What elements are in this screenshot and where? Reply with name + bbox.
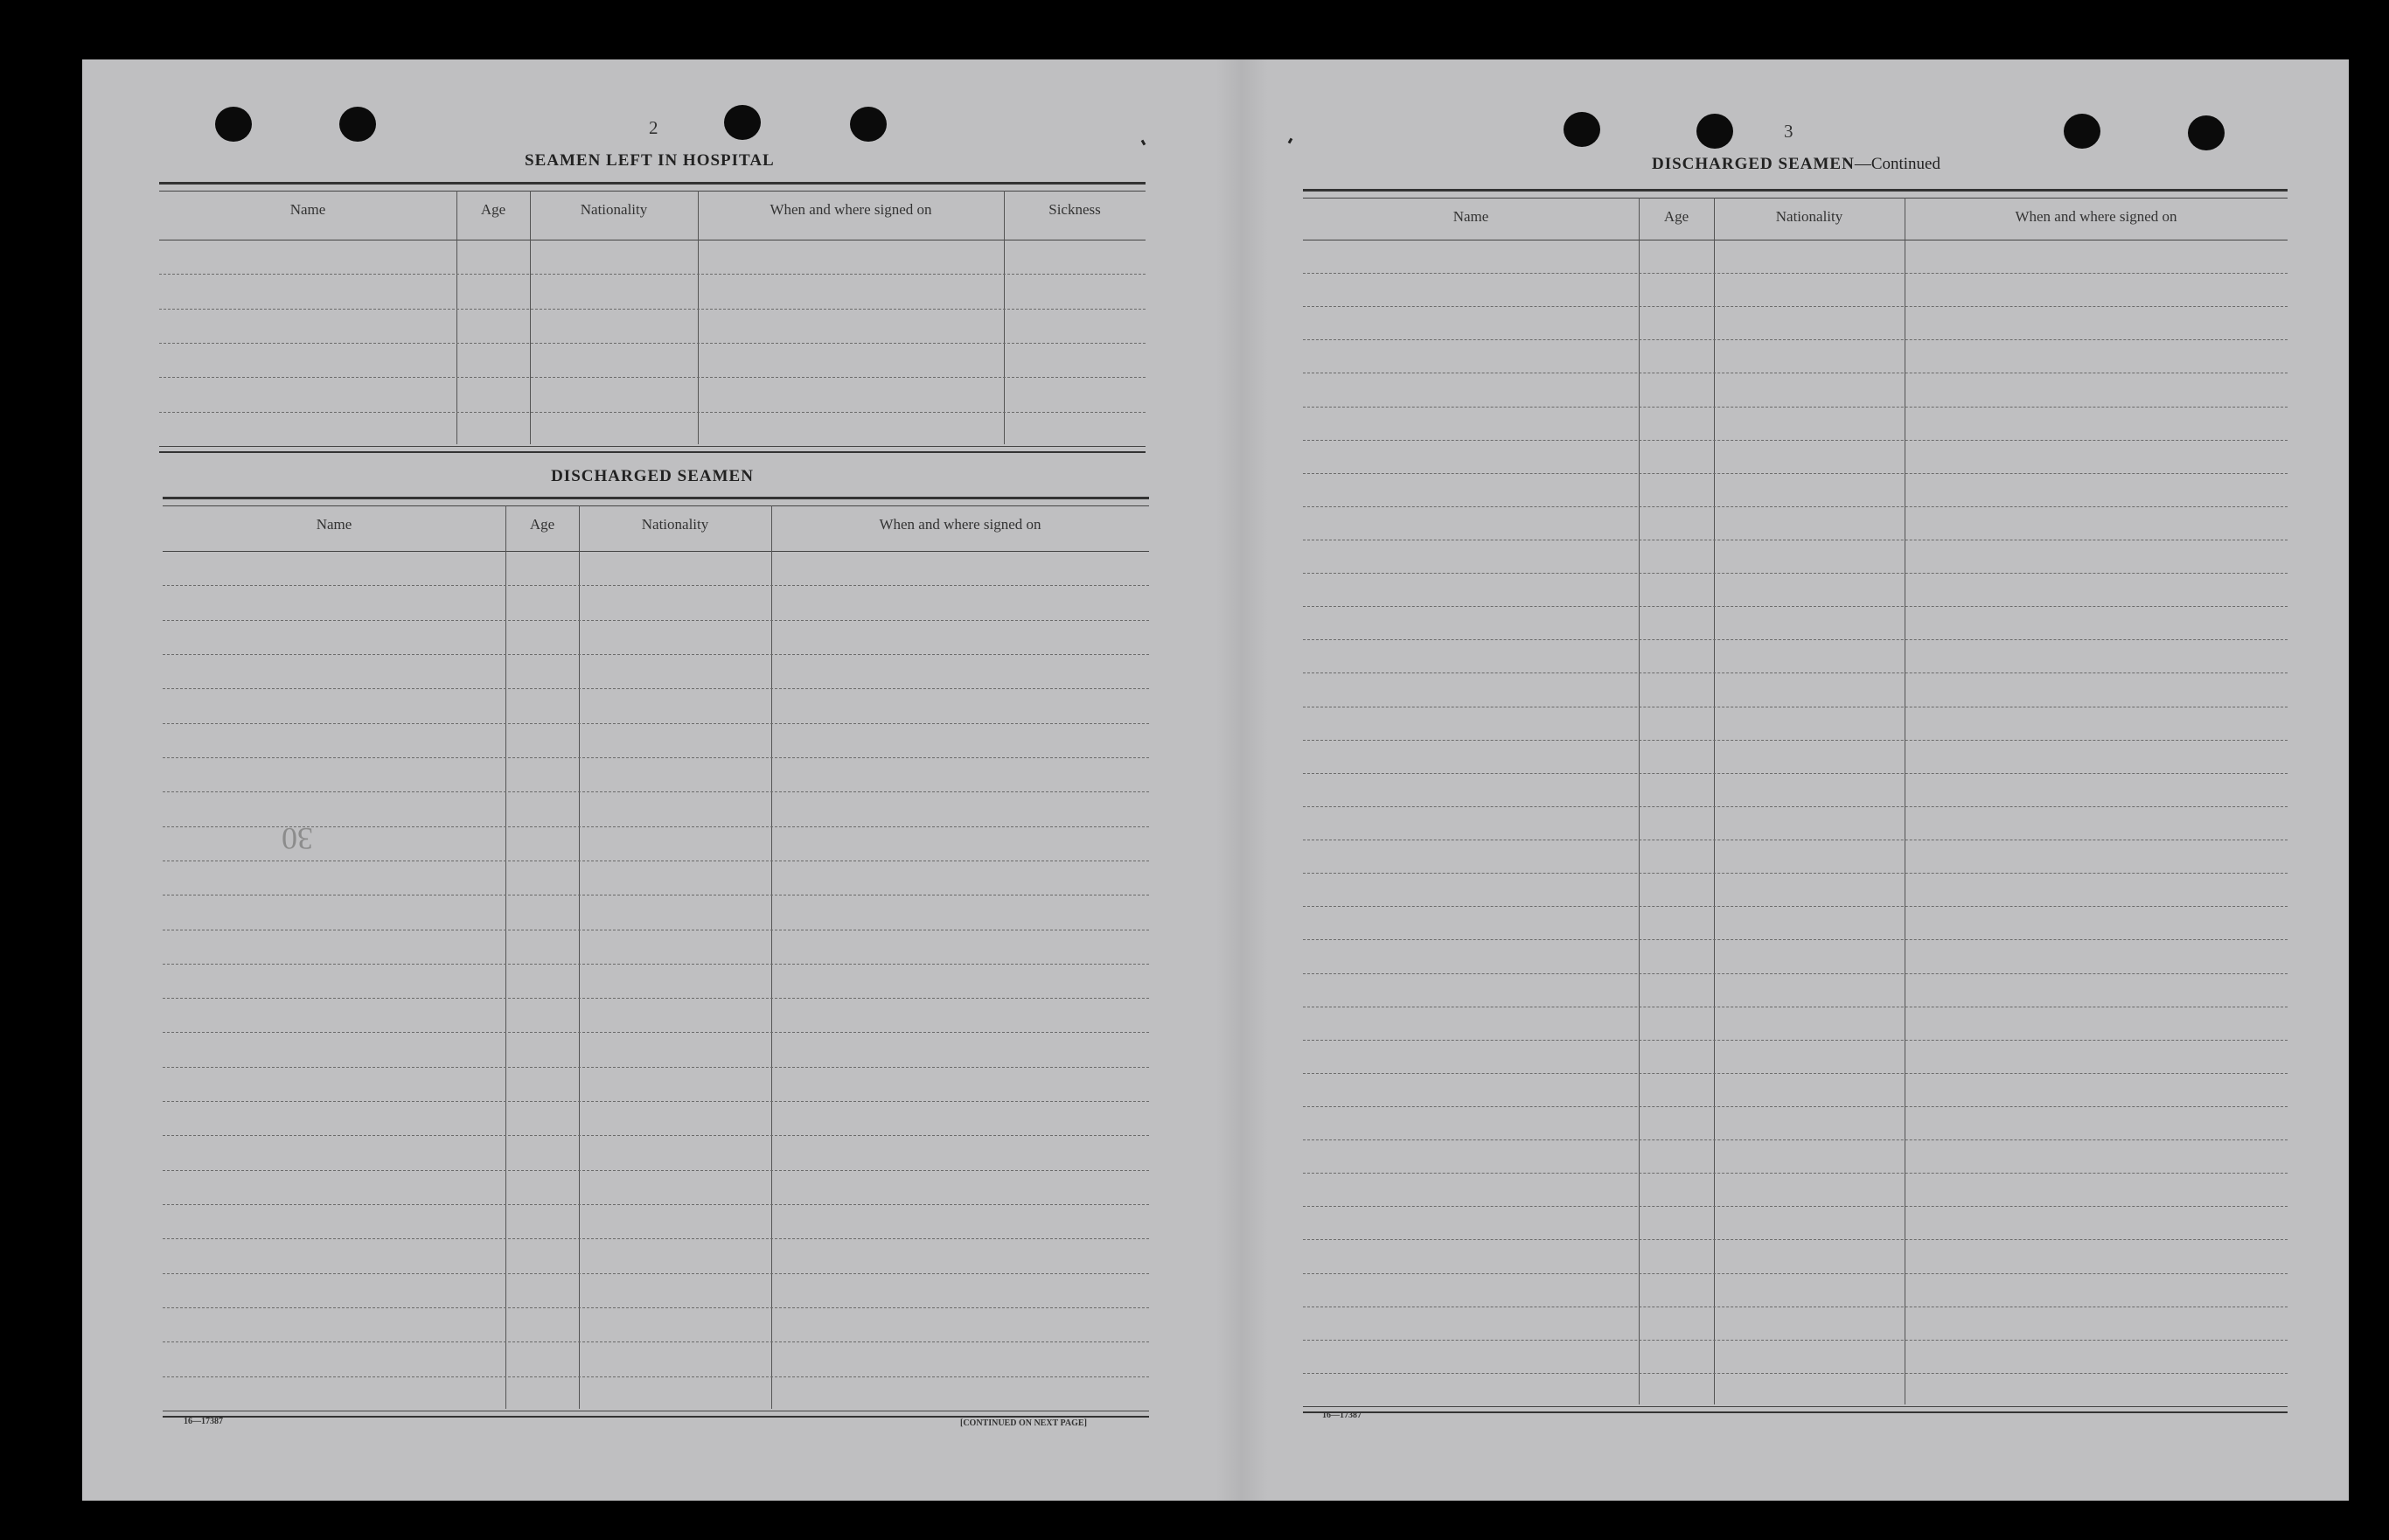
table-row <box>1303 1239 2288 1240</box>
table-row <box>159 309 1146 310</box>
table-row <box>1303 773 2288 774</box>
table-row <box>163 791 1149 792</box>
table-row <box>1303 1040 2288 1041</box>
table-row <box>1303 1340 2288 1341</box>
form-number: 16—17387 <box>1322 1411 1362 1420</box>
table-row <box>1303 339 2288 340</box>
column-header-name: Name <box>1452 208 1489 225</box>
table-row <box>159 343 1146 344</box>
form-number: 16—17387 <box>184 1417 223 1426</box>
column-header-when-and-where-signed-on: When and where signed on <box>2015 208 2177 225</box>
table-row <box>163 1238 1149 1239</box>
table-row <box>1303 440 2288 441</box>
table-row <box>163 1204 1149 1205</box>
stray-handwritten-mark: 30 <box>282 821 313 856</box>
table-row <box>1303 639 2288 640</box>
table-row <box>1303 473 2288 474</box>
table-row <box>1303 506 2288 507</box>
table-row <box>163 1307 1149 1308</box>
scanned-document-sheet <box>82 59 2349 1501</box>
table-bottom-rule <box>163 1411 1149 1418</box>
discharged-section-title: DISCHARGED SEAMEN <box>551 467 754 485</box>
column-header-nationality: Nationality <box>580 201 648 218</box>
table-row <box>163 964 1149 965</box>
table-row <box>1303 1106 2288 1107</box>
punch-hole <box>2064 114 2100 149</box>
table-row <box>159 274 1146 275</box>
header-rule <box>163 551 1149 552</box>
table-row <box>1303 1073 2288 1074</box>
punch-hole <box>1696 114 1733 149</box>
punch-hole <box>215 107 252 142</box>
table-row <box>1303 906 2288 907</box>
table-row <box>163 585 1149 586</box>
column-header-age: Age <box>1663 208 1689 225</box>
column-divider <box>530 191 531 444</box>
table-row <box>1303 306 2288 307</box>
punch-hole <box>339 107 376 142</box>
punch-hole <box>850 107 887 142</box>
column-header-age: Age <box>529 516 555 533</box>
table-bottom-rule <box>1303 1406 2288 1413</box>
table-row <box>1303 740 2288 741</box>
hospital-section-title: SEAMEN LEFT IN HOSPITAL <box>525 151 775 170</box>
table-row <box>1303 1173 2288 1174</box>
table-row <box>1303 407 2288 408</box>
table-row <box>1303 939 2288 940</box>
stray-mark <box>1288 138 1293 144</box>
table-row <box>1303 672 2288 673</box>
discharged-table <box>163 497 1149 1411</box>
table-row <box>1303 273 2288 274</box>
continued-note: [CONTINUED ON NEXT PAGE] <box>960 1418 1087 1428</box>
table-row <box>1303 873 2288 874</box>
table-row <box>163 654 1149 655</box>
discharged-continued-table <box>1303 189 2288 1406</box>
column-header-name: Name <box>316 516 352 533</box>
column-header-age: Age <box>480 201 506 218</box>
punch-hole <box>2188 115 2225 150</box>
table-row <box>163 998 1149 999</box>
column-header-nationality: Nationality <box>641 516 709 533</box>
table-row <box>163 1341 1149 1342</box>
column-divider <box>456 191 457 444</box>
table-row <box>163 1135 1149 1136</box>
table-row <box>1303 973 2288 974</box>
table-bottom-rule <box>159 446 1146 453</box>
table-row <box>163 1273 1149 1274</box>
column-header-when-and-where-signed-on: When and where signed on <box>879 516 1041 533</box>
table-row <box>1303 1373 2288 1374</box>
section-title-suffix: —Continued <box>1854 155 1940 173</box>
column-header-name: Name <box>289 201 326 218</box>
table-row <box>163 723 1149 724</box>
page-number: 3 <box>1784 121 1793 142</box>
table-row <box>163 688 1149 689</box>
table-row <box>159 377 1146 378</box>
table-top-rule <box>1303 189 2288 199</box>
table-top-rule <box>159 182 1146 192</box>
table-row <box>1303 1273 2288 1274</box>
punch-hole <box>724 105 761 140</box>
column-header-nationality: Nationality <box>1775 208 1843 225</box>
column-header-when-and-where-signed-on: When and where signed on <box>770 201 932 218</box>
stray-mark <box>1141 140 1146 146</box>
discharged-continued-section-title <box>1303 155 2289 174</box>
table-row <box>163 757 1149 758</box>
table-row <box>163 1032 1149 1033</box>
column-divider <box>698 191 699 444</box>
punch-hole <box>1564 112 1600 147</box>
page-number: 2 <box>649 117 658 138</box>
table-row <box>163 1376 1149 1377</box>
table-row <box>1303 573 2288 574</box>
column-divider <box>1004 191 1005 444</box>
table-row <box>159 412 1146 413</box>
table-row <box>1303 1206 2288 1207</box>
column-divider <box>1639 198 1640 1404</box>
section-title-main: DISCHARGED SEAMEN <box>1651 155 1855 173</box>
table-row <box>163 1101 1149 1102</box>
table-top-rule <box>163 497 1149 506</box>
table-row <box>1303 806 2288 807</box>
table-row <box>163 1170 1149 1171</box>
table-row <box>1303 1139 2288 1140</box>
table-row <box>1303 606 2288 607</box>
column-divider <box>1714 198 1715 1404</box>
page-fold-shadow <box>1215 59 1268 1501</box>
table-row <box>163 620 1149 621</box>
hospital-table <box>159 182 1146 446</box>
column-header-sickness: Sickness <box>1048 201 1101 218</box>
table-row <box>163 1067 1149 1068</box>
